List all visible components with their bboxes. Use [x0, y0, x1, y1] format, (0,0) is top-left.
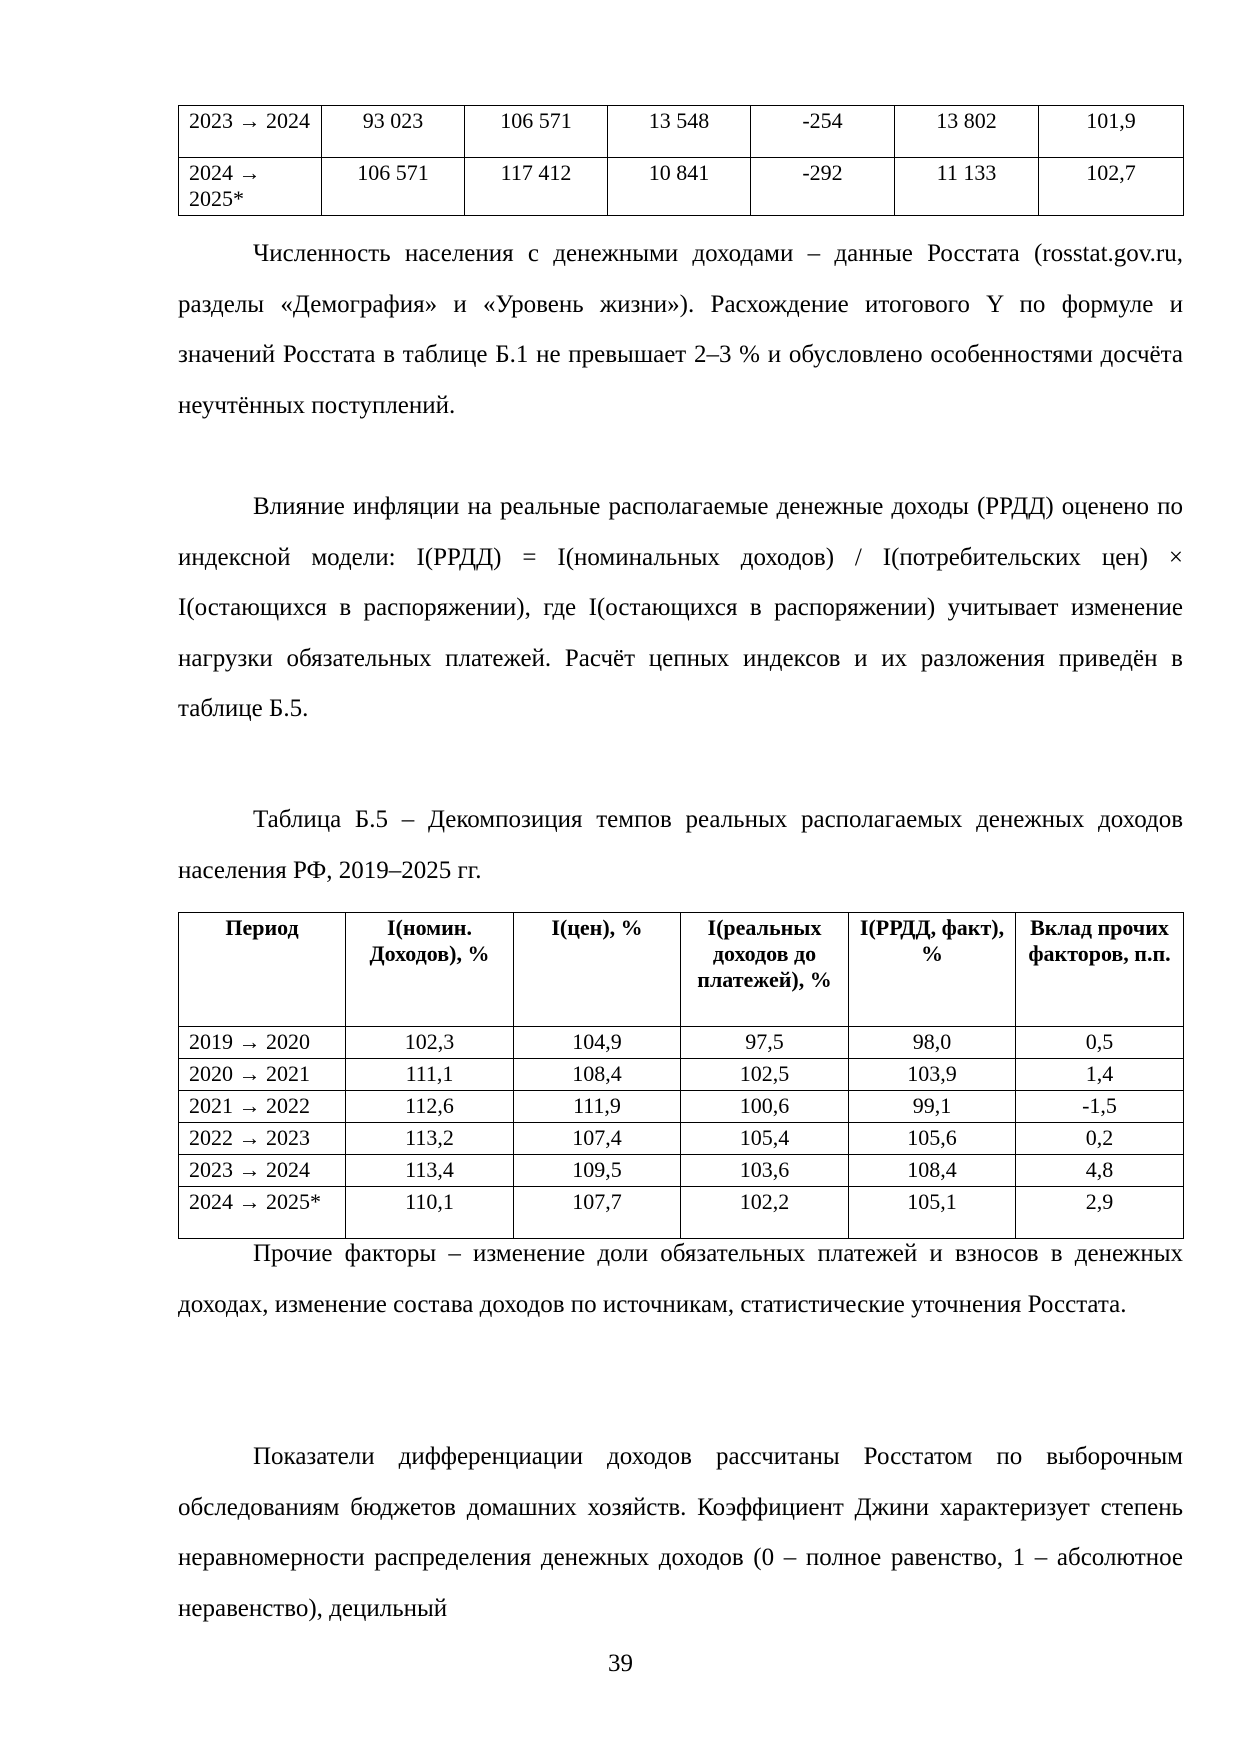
table-cell: -1,5 — [1016, 1091, 1184, 1123]
header-other-factors: Вклад прочих факторов, п.п. — [1016, 913, 1184, 1027]
table-cell: 111,9 — [514, 1091, 681, 1123]
table-cell: 108,4 — [849, 1155, 1016, 1187]
header-nominal-income-index: I(номин. Доходов), % — [346, 913, 514, 1027]
table-b5-container — [178, 912, 1183, 1239]
table-cell: 103,9 — [849, 1059, 1016, 1091]
page-number: 39 — [608, 1650, 633, 1677]
table-cell: 100,6 — [681, 1091, 849, 1123]
table-row — [179, 1059, 1184, 1091]
table-cell: 110,1 — [346, 1187, 514, 1239]
table-cell: 102,3 — [346, 1027, 514, 1059]
table-row — [179, 1123, 1184, 1155]
table-caption: Таблица Б.5 – Декомпозиция темпов реальных располагаемых денежных доходов населения РФ, 2019–2025 гг. — [178, 806, 1183, 884]
table-cell: 13 802 — [895, 106, 1039, 158]
header-price-index: I(цен), % — [514, 913, 681, 1027]
paragraph-population-source: Численность населения с денежными доходами – данные Росстата (rosstat.gov.ru, разделы «Демография» и «Уровень жизни»). Расхождение итогового Y по формуле и значений Росстата в таблице Б.1 не превышает 2–3 % и обусловлено особенностями досчёта неучтённых поступлений. — [178, 240, 1183, 419]
table-cell: 111,1 — [346, 1059, 514, 1091]
table-cell: 109,5 — [514, 1155, 681, 1187]
table-cell: 103,6 — [681, 1155, 849, 1187]
table-cell: 106 571 — [322, 158, 465, 216]
table-cell: 105,4 — [681, 1123, 849, 1155]
table-cell: 105,6 — [849, 1123, 1016, 1155]
table-row — [179, 1155, 1184, 1187]
table-row — [179, 106, 1184, 158]
table-cell: 2019 → 2020 — [179, 1027, 346, 1059]
table-cell: 105,1 — [849, 1187, 1016, 1239]
table-cell: 2022 → 2023 — [179, 1123, 346, 1155]
paragraph-other-factors: Прочие факторы – изменение доли обязательных платежей и взносов в денежных доходах, изменение состава доходов по источникам, статистические уточнения Росстата. — [178, 1240, 1183, 1318]
table-row — [179, 1027, 1184, 1059]
table-cell: 117 412 — [465, 158, 608, 216]
table-cell: 108,4 — [514, 1059, 681, 1091]
header-rrdd-fact: I(РРДД, факт), % — [849, 913, 1016, 1027]
table-b5 — [178, 912, 1184, 1239]
paragraph-inflation-model: Влияние инфляции на реальные располагаемые денежные доходы (РРДД) оценено по индексной модели: I(РРДД) = I(номинальных доходов) / I(потребительских цен) × I(остающихся в распоряжении), где I(остающихся в распоряжении) учитывает изменение нагрузки обязательных платежей. Расчёт цепных индексов и их разложения приведён в таблице Б.5. — [178, 493, 1183, 722]
table-cell: 102,7 — [1039, 158, 1184, 216]
table-cell: 13 548 — [608, 106, 751, 158]
table-cell: 0,5 — [1016, 1027, 1184, 1059]
table-cell: 102,2 — [681, 1187, 849, 1239]
table-cell: 2021 → 2022 — [179, 1091, 346, 1123]
table-cell: 107,7 — [514, 1187, 681, 1239]
table-cell: 1,4 — [1016, 1059, 1184, 1091]
table-cell: 4,8 — [1016, 1155, 1184, 1187]
table-cell: 106 571 — [465, 106, 608, 158]
table-cell: 97,5 — [681, 1027, 849, 1059]
table-cell: -292 — [751, 158, 895, 216]
table-header-row — [179, 913, 1184, 1027]
table-cell: 104,9 — [514, 1027, 681, 1059]
table-cell: 2020 → 2021 — [179, 1059, 346, 1091]
table-cell: 113,4 — [346, 1155, 514, 1187]
table-cell: 101,9 — [1039, 106, 1184, 158]
table-cell: 0,2 — [1016, 1123, 1184, 1155]
table-cell: 10 841 — [608, 158, 751, 216]
table-cell: 102,5 — [681, 1059, 849, 1091]
table-cell: 2023 → 2024 — [179, 1155, 346, 1187]
table-cell: 2024 → 2025* — [179, 158, 322, 216]
table-cell: 113,2 — [346, 1123, 514, 1155]
table-row — [179, 158, 1184, 216]
table-cell: 11 133 — [895, 158, 1039, 216]
table-cell: -254 — [751, 106, 895, 158]
table-cell: 2,9 — [1016, 1187, 1184, 1239]
table-cell: 93 023 — [322, 106, 465, 158]
table-cell: 2024 → 2025* — [179, 1187, 346, 1239]
table-row — [179, 1091, 1184, 1123]
paragraph-income-differentiation: Показатели дифференциации доходов рассчитаны Росстатом по выборочным обследованиям бюджетов домашних хозяйств. Коэффициент Джини характеризует степень неравномерности распределения денежных доходов (0 – полное равенство, 1 – абсолютное неравенство), децильный — [178, 1443, 1183, 1622]
header-real-income-before-payments: I(реальных доходов до платежей), % — [681, 913, 849, 1027]
table-b1-continuation — [178, 105, 1183, 216]
header-period: Период — [179, 913, 346, 1027]
table-cell: 98,0 — [849, 1027, 1016, 1059]
table-cell: 2023 → 2024 — [179, 106, 322, 158]
table-cell: 107,4 — [514, 1123, 681, 1155]
table-cell: 112,6 — [346, 1091, 514, 1123]
table-prev — [178, 105, 1184, 216]
table-cell: 99,1 — [849, 1091, 1016, 1123]
